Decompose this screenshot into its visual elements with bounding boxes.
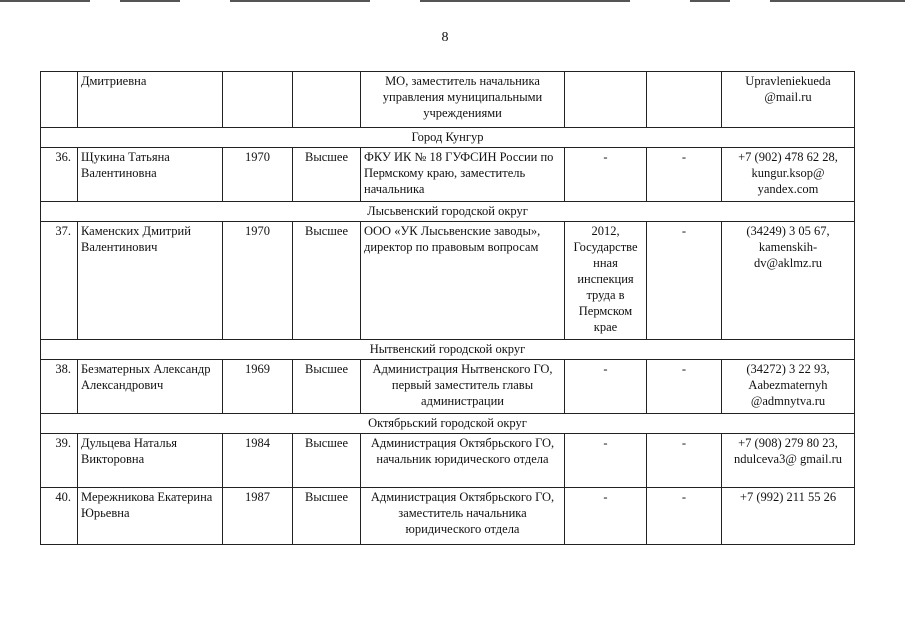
- section-title: Нытвенский городской округ: [41, 340, 855, 360]
- education-cell: Высшее: [293, 434, 361, 488]
- training-cell: -: [565, 488, 647, 545]
- year-cell: 1970: [223, 148, 293, 202]
- name-cell: Мережникова Екатерина Юрьевна: [78, 488, 223, 545]
- contact-cell: Upravleniekueda @mail.ru: [722, 72, 855, 128]
- page-number: 8: [441, 30, 449, 45]
- table-row: [41, 434, 855, 488]
- training-cell: -: [565, 434, 647, 488]
- training-cell: -: [565, 360, 647, 414]
- education-cell: Высшее: [293, 222, 361, 340]
- section-title: Лысьвенский городской округ: [41, 202, 855, 222]
- name-cell: Безматерных Александр Александрович: [78, 360, 223, 414]
- contact-cell: +7 (902) 478 62 28, kungur.ksop@ yandex.com: [722, 148, 855, 202]
- name-cell: Щукина Татьяна Валентиновна: [78, 148, 223, 202]
- table-row: [41, 148, 855, 202]
- job-cell: ФКУ ИК № 18 ГУФСИН России по Пермскому краю, заместитель начальника: [361, 148, 565, 202]
- job-cell: Администрация Октябрьского ГО, начальник юридического отдела: [361, 434, 565, 488]
- name-cell: Дульцева Наталья Викторовна: [78, 434, 223, 488]
- contact-cell: (34272) 3 22 93, Aabezmaternyh @admnytva.ru: [722, 360, 855, 414]
- table-row: [41, 222, 855, 340]
- name-cell: Дмитриевна: [78, 72, 223, 128]
- education-cell: Высшее: [293, 360, 361, 414]
- year-cell: 1987: [223, 488, 293, 545]
- row-number: 38.: [41, 360, 78, 414]
- row-number: 37.: [41, 222, 78, 340]
- section-title: Октябрьский городской округ: [41, 414, 855, 434]
- section-row: [41, 128, 855, 148]
- table-row: [41, 360, 855, 414]
- section-title: Город Кунгур: [41, 128, 855, 148]
- contact-cell: +7 (992) 211 55 26: [722, 488, 855, 545]
- job-cell: Администрация Октябрьского ГО, заместитель начальника юридического отдела: [361, 488, 565, 545]
- contact-cell: (34249) 3 05 67, kamenskih-dv@aklmz.ru: [722, 222, 855, 340]
- year-cell: 1969: [223, 360, 293, 414]
- education-cell: Высшее: [293, 488, 361, 545]
- training-cell: -: [565, 148, 647, 202]
- persons-table: [40, 71, 855, 545]
- job-cell: МО, заместитель начальника управления муниципальными учреждениями: [361, 72, 565, 128]
- scan-top-edge: [0, 0, 905, 2]
- year-cell: 1970: [223, 222, 293, 340]
- section-row: [41, 202, 855, 222]
- section-row: [41, 340, 855, 360]
- row-number: 40.: [41, 488, 78, 545]
- other-cell: -: [647, 434, 722, 488]
- row-number: 36.: [41, 148, 78, 202]
- row-number: 39.: [41, 434, 78, 488]
- job-cell: Администрация Нытвенского ГО, первый заместитель главы администрации: [361, 360, 565, 414]
- other-cell: -: [647, 488, 722, 545]
- table-row: [41, 488, 855, 545]
- table-row-continued: [41, 72, 855, 128]
- training-cell: 2012, Государстве нная инспекция труда в Пермском крае: [565, 222, 647, 340]
- other-cell: -: [647, 360, 722, 414]
- name-cell: Каменских Дмитрий Валентинович: [78, 222, 223, 340]
- section-row: [41, 414, 855, 434]
- job-cell: ООО «УК Лысьвенские заводы», директор по правовым вопросам: [361, 222, 565, 340]
- contact-cell: +7 (908) 279 80 23, ndulceva3@ gmail.ru: [722, 434, 855, 488]
- other-cell: -: [647, 222, 722, 340]
- education-cell: Высшее: [293, 148, 361, 202]
- year-cell: 1984: [223, 434, 293, 488]
- other-cell: -: [647, 148, 722, 202]
